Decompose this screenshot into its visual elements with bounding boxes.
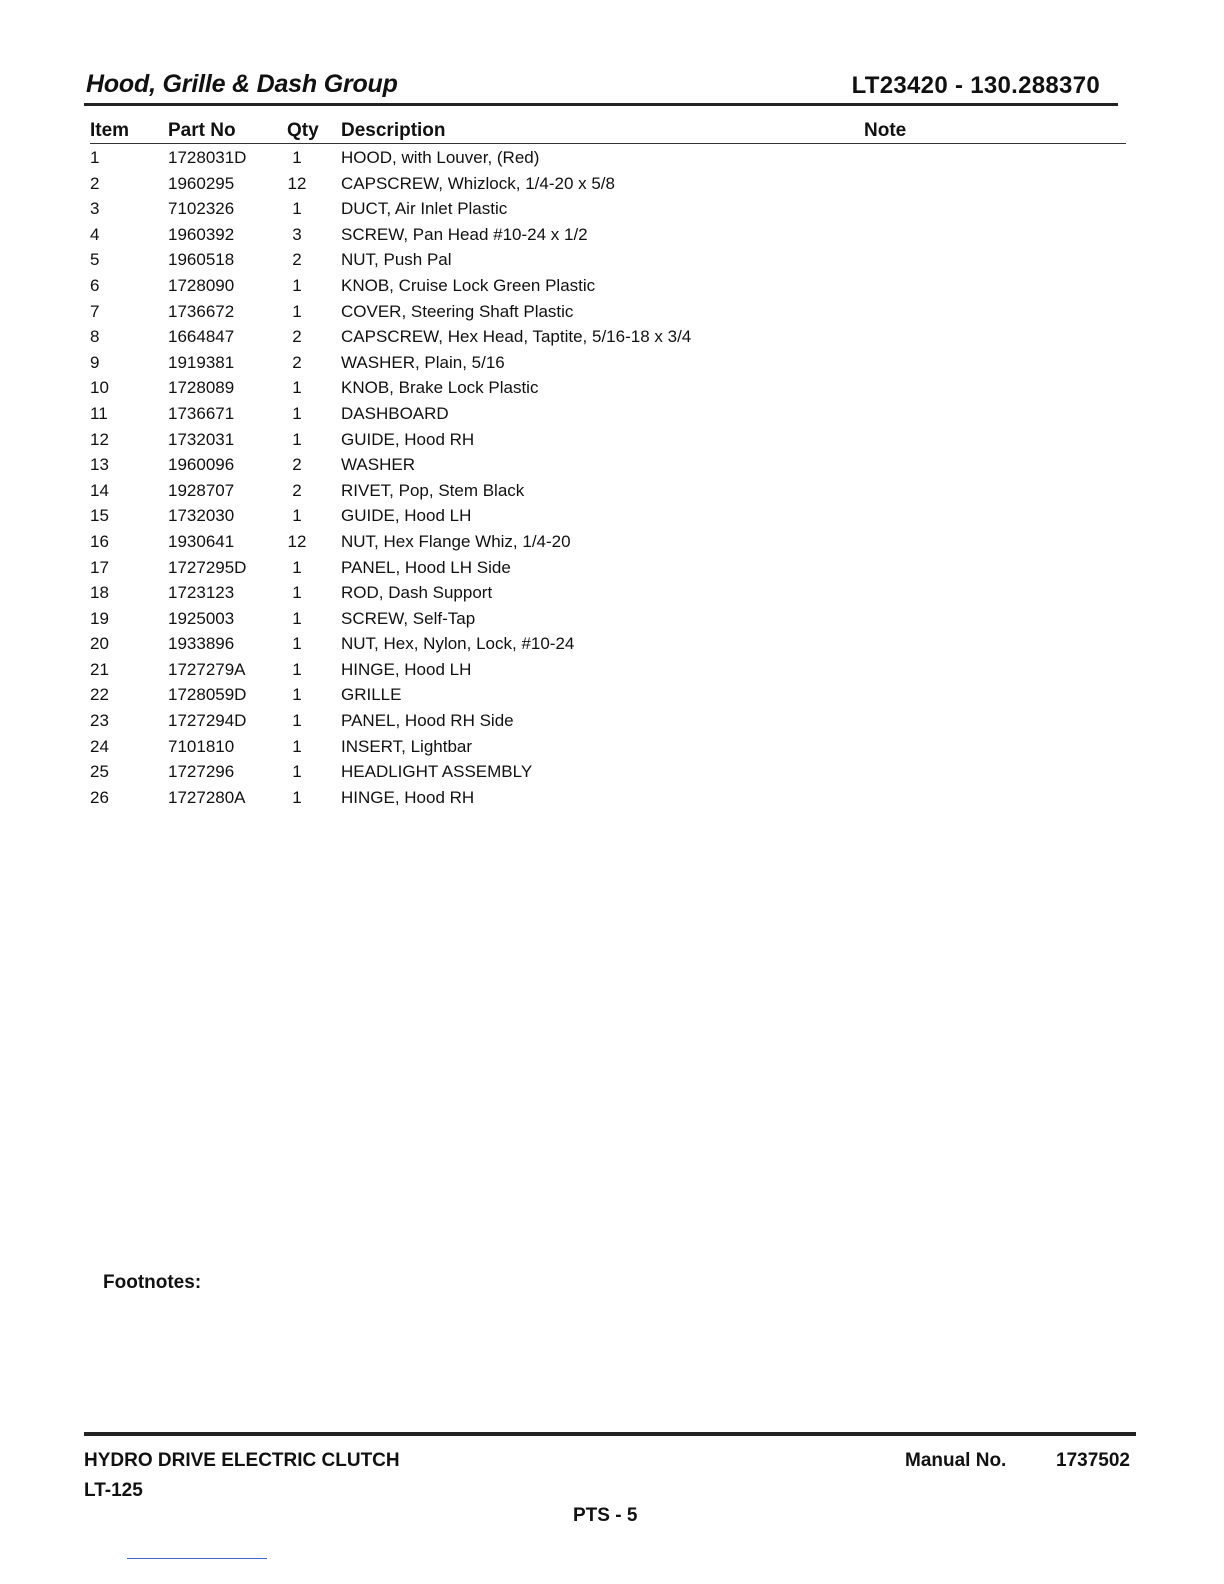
cell-part-no: 1736672: [168, 301, 235, 321]
table-row: [90, 272, 1126, 298]
cell-description: ROD, Dash Support: [341, 583, 493, 603]
cell-qty: 1: [292, 608, 302, 628]
cell-part-no: 1732031: [168, 429, 235, 449]
cell-part-no: 1727296: [168, 762, 235, 782]
cell-part-no: 1960518: [168, 250, 235, 270]
column-header-qty: Qty: [287, 120, 319, 141]
table-row: [90, 195, 1126, 221]
cell-part-no: 1960096: [168, 455, 235, 475]
cell-part-no: 1664847: [168, 327, 235, 347]
cell-part-no: 1960295: [168, 173, 235, 193]
column-header-item: Item: [90, 120, 130, 141]
cell-item: 7: [90, 301, 100, 321]
cell-qty: 1: [292, 301, 302, 321]
column-header-part-no: Part No: [168, 120, 236, 141]
cell-description: NUT, Hex Flange Whiz, 1/4-20: [341, 531, 571, 551]
cell-part-no: 7102326: [168, 199, 235, 219]
table-row: [90, 349, 1126, 375]
cell-item: 6: [90, 275, 100, 295]
cell-part-no: 1727279A: [168, 659, 246, 679]
cell-part-no: 7101810: [168, 736, 235, 756]
cell-description: PANEL, Hood RH Side: [341, 711, 514, 731]
cell-item: 22: [90, 685, 109, 705]
cell-qty: 1: [292, 403, 302, 423]
cell-part-no: 1925003: [168, 608, 235, 628]
cell-item: 11: [90, 403, 108, 423]
table-row: [90, 681, 1126, 707]
cell-description: NUT, Push Pal: [341, 250, 452, 270]
table-row: [90, 144, 1126, 170]
cell-part-no: 1728090: [168, 275, 235, 295]
cell-qty: 1: [292, 634, 302, 654]
footer-series: HYDRO DRIVE ELECTRIC CLUTCH: [84, 1450, 400, 1471]
cell-item: 9: [90, 352, 100, 372]
cell-description: HOOD, with Louver, (Red): [341, 148, 540, 167]
cell-part-no: 1727295D: [168, 557, 247, 577]
cell-description: WASHER, Plain, 5/16: [341, 352, 505, 372]
table-row: [90, 374, 1126, 400]
cell-description: HEADLIGHT ASSEMBLY: [341, 762, 533, 782]
cell-part-no: 1732030: [168, 506, 235, 526]
cell-description: WASHER: [341, 455, 415, 475]
cell-qty: 1: [292, 762, 302, 782]
cell-qty: 1: [292, 659, 302, 679]
cell-item: 1: [90, 148, 100, 167]
cell-item: 8: [90, 327, 100, 347]
cell-item: 21: [90, 659, 109, 679]
cell-description: HINGE, Hood LH: [341, 659, 472, 679]
table-row: [90, 221, 1126, 247]
footnotes-label: Footnotes:: [103, 1272, 202, 1293]
cell-item: 15: [90, 506, 109, 526]
cell-description: NUT, Hex, Nylon, Lock, #10-24: [341, 634, 575, 654]
cell-qty: 1: [292, 199, 302, 219]
cell-item: 14: [90, 480, 109, 500]
cell-description: RIVET, Pop, Stem Black: [341, 480, 525, 500]
cell-part-no: 1736671: [168, 403, 235, 423]
cell-qty: 2: [292, 250, 302, 270]
cell-part-no: 1728059D: [168, 685, 247, 705]
cell-qty: 1: [292, 148, 302, 167]
cell-part-no: 1727280A: [168, 787, 246, 807]
cell-item: 17: [90, 557, 109, 577]
cell-part-no: 1727294D: [168, 711, 247, 731]
table-row: [90, 605, 1126, 631]
table-row: [90, 477, 1126, 503]
cell-qty: 2: [292, 327, 302, 347]
cell-description: SCREW, Self-Tap: [341, 608, 476, 628]
cell-item: 24: [90, 736, 109, 756]
table-row: [90, 579, 1126, 605]
cell-item: 3: [90, 199, 100, 219]
cell-description: INSERT, Lightbar: [341, 736, 473, 756]
cell-description: KNOB, Brake Lock Plastic: [341, 378, 539, 398]
cell-item: 2: [90, 173, 100, 193]
table-row: [90, 400, 1126, 426]
table-row: [90, 630, 1126, 656]
title-divider: [84, 103, 1118, 106]
cell-part-no: 1723123: [168, 583, 235, 603]
table-row: [90, 528, 1126, 554]
table-row: [90, 502, 1126, 528]
cell-part-no: 1930641: [168, 531, 235, 551]
cell-qty: 2: [292, 352, 302, 372]
table-row: [90, 656, 1126, 682]
cell-description: CAPSCREW, Whizlock, 1/4-20 x 5/8: [341, 173, 615, 193]
page-title: Hood, Grille & Dash Group: [86, 70, 398, 98]
cell-part-no: 1728089: [168, 378, 235, 398]
cell-description: GUIDE, Hood LH: [341, 506, 472, 526]
cell-item: 13: [90, 455, 109, 475]
model-number: LT23420 - 130.288370: [851, 72, 1100, 99]
table-body: [90, 144, 1126, 809]
cell-description: KNOB, Cruise Lock Green Plastic: [341, 275, 596, 295]
cell-qty: 1: [292, 429, 302, 449]
footer-divider: [84, 1432, 1136, 1436]
parts-table: [90, 118, 1126, 809]
cell-qty: 1: [292, 506, 302, 526]
cell-item: 4: [90, 224, 100, 244]
cell-part-no: 1960392: [168, 224, 235, 244]
cell-item: 12: [90, 429, 109, 449]
cell-qty: 2: [292, 455, 302, 475]
cell-description: HINGE, Hood RH: [341, 787, 475, 807]
cell-qty: 12: [287, 531, 307, 551]
cell-item: 5: [90, 250, 100, 270]
table-row: [90, 170, 1126, 196]
cell-description: DASHBOARD: [341, 403, 449, 423]
cell-qty: 1: [292, 685, 302, 705]
cell-qty: 1: [292, 787, 302, 807]
cell-qty: 1: [292, 557, 302, 577]
cell-part-no: 1919381: [168, 352, 235, 372]
table-row: [90, 426, 1126, 452]
cell-part-no: 1928707: [168, 480, 235, 500]
cell-qty: 3: [292, 224, 302, 244]
cell-description: DUCT, Air Inlet Plastic: [341, 199, 508, 219]
cell-item: 25: [90, 762, 109, 782]
column-header-note: Note: [864, 120, 907, 141]
cell-item: 23: [90, 711, 109, 731]
cell-item: 19: [90, 608, 109, 628]
cell-item: 26: [90, 787, 109, 807]
cell-description: COVER, Steering Shaft Plastic: [341, 301, 574, 321]
link-underline: [127, 1558, 267, 1559]
cell-item: 18: [90, 583, 109, 603]
cell-description: CAPSCREW, Hex Head, Taptite, 5/16-18 x 3/4: [341, 327, 692, 347]
cell-description: GRILLE: [341, 685, 402, 705]
table-row: [90, 707, 1126, 733]
cell-item: 20: [90, 634, 109, 654]
manual-number-label: Manual No.: [905, 1450, 1007, 1471]
table-row: [90, 784, 1126, 810]
cell-item: 16: [90, 531, 109, 551]
table-row: [90, 298, 1126, 324]
cell-qty: 2: [292, 480, 302, 500]
table-row: [90, 554, 1126, 580]
table-row: [90, 323, 1126, 349]
cell-qty: 1: [292, 583, 302, 603]
cell-item: 10: [90, 378, 109, 398]
page-number: PTS - 5: [573, 1505, 638, 1526]
cell-qty: 1: [292, 275, 302, 295]
table-row: [90, 733, 1126, 759]
cell-description: PANEL, Hood LH Side: [341, 557, 511, 577]
cell-part-no: 1933896: [168, 634, 235, 654]
table-row: [90, 246, 1126, 272]
footer-model-code: LT-125: [84, 1480, 143, 1501]
table-row: [90, 758, 1126, 784]
table-row: [90, 451, 1126, 477]
cell-qty: 12: [287, 173, 307, 193]
table-header: [90, 118, 1126, 144]
cell-qty: 1: [292, 378, 302, 398]
manual-number: 1737502: [1056, 1450, 1130, 1471]
cell-description: SCREW, Pan Head #10-24 x 1/2: [341, 224, 588, 244]
cell-qty: 1: [292, 736, 302, 756]
column-header-description: Description: [341, 120, 446, 141]
cell-qty: 1: [292, 711, 302, 731]
cell-description: GUIDE, Hood RH: [341, 429, 475, 449]
cell-part-no: 1728031D: [168, 148, 247, 167]
